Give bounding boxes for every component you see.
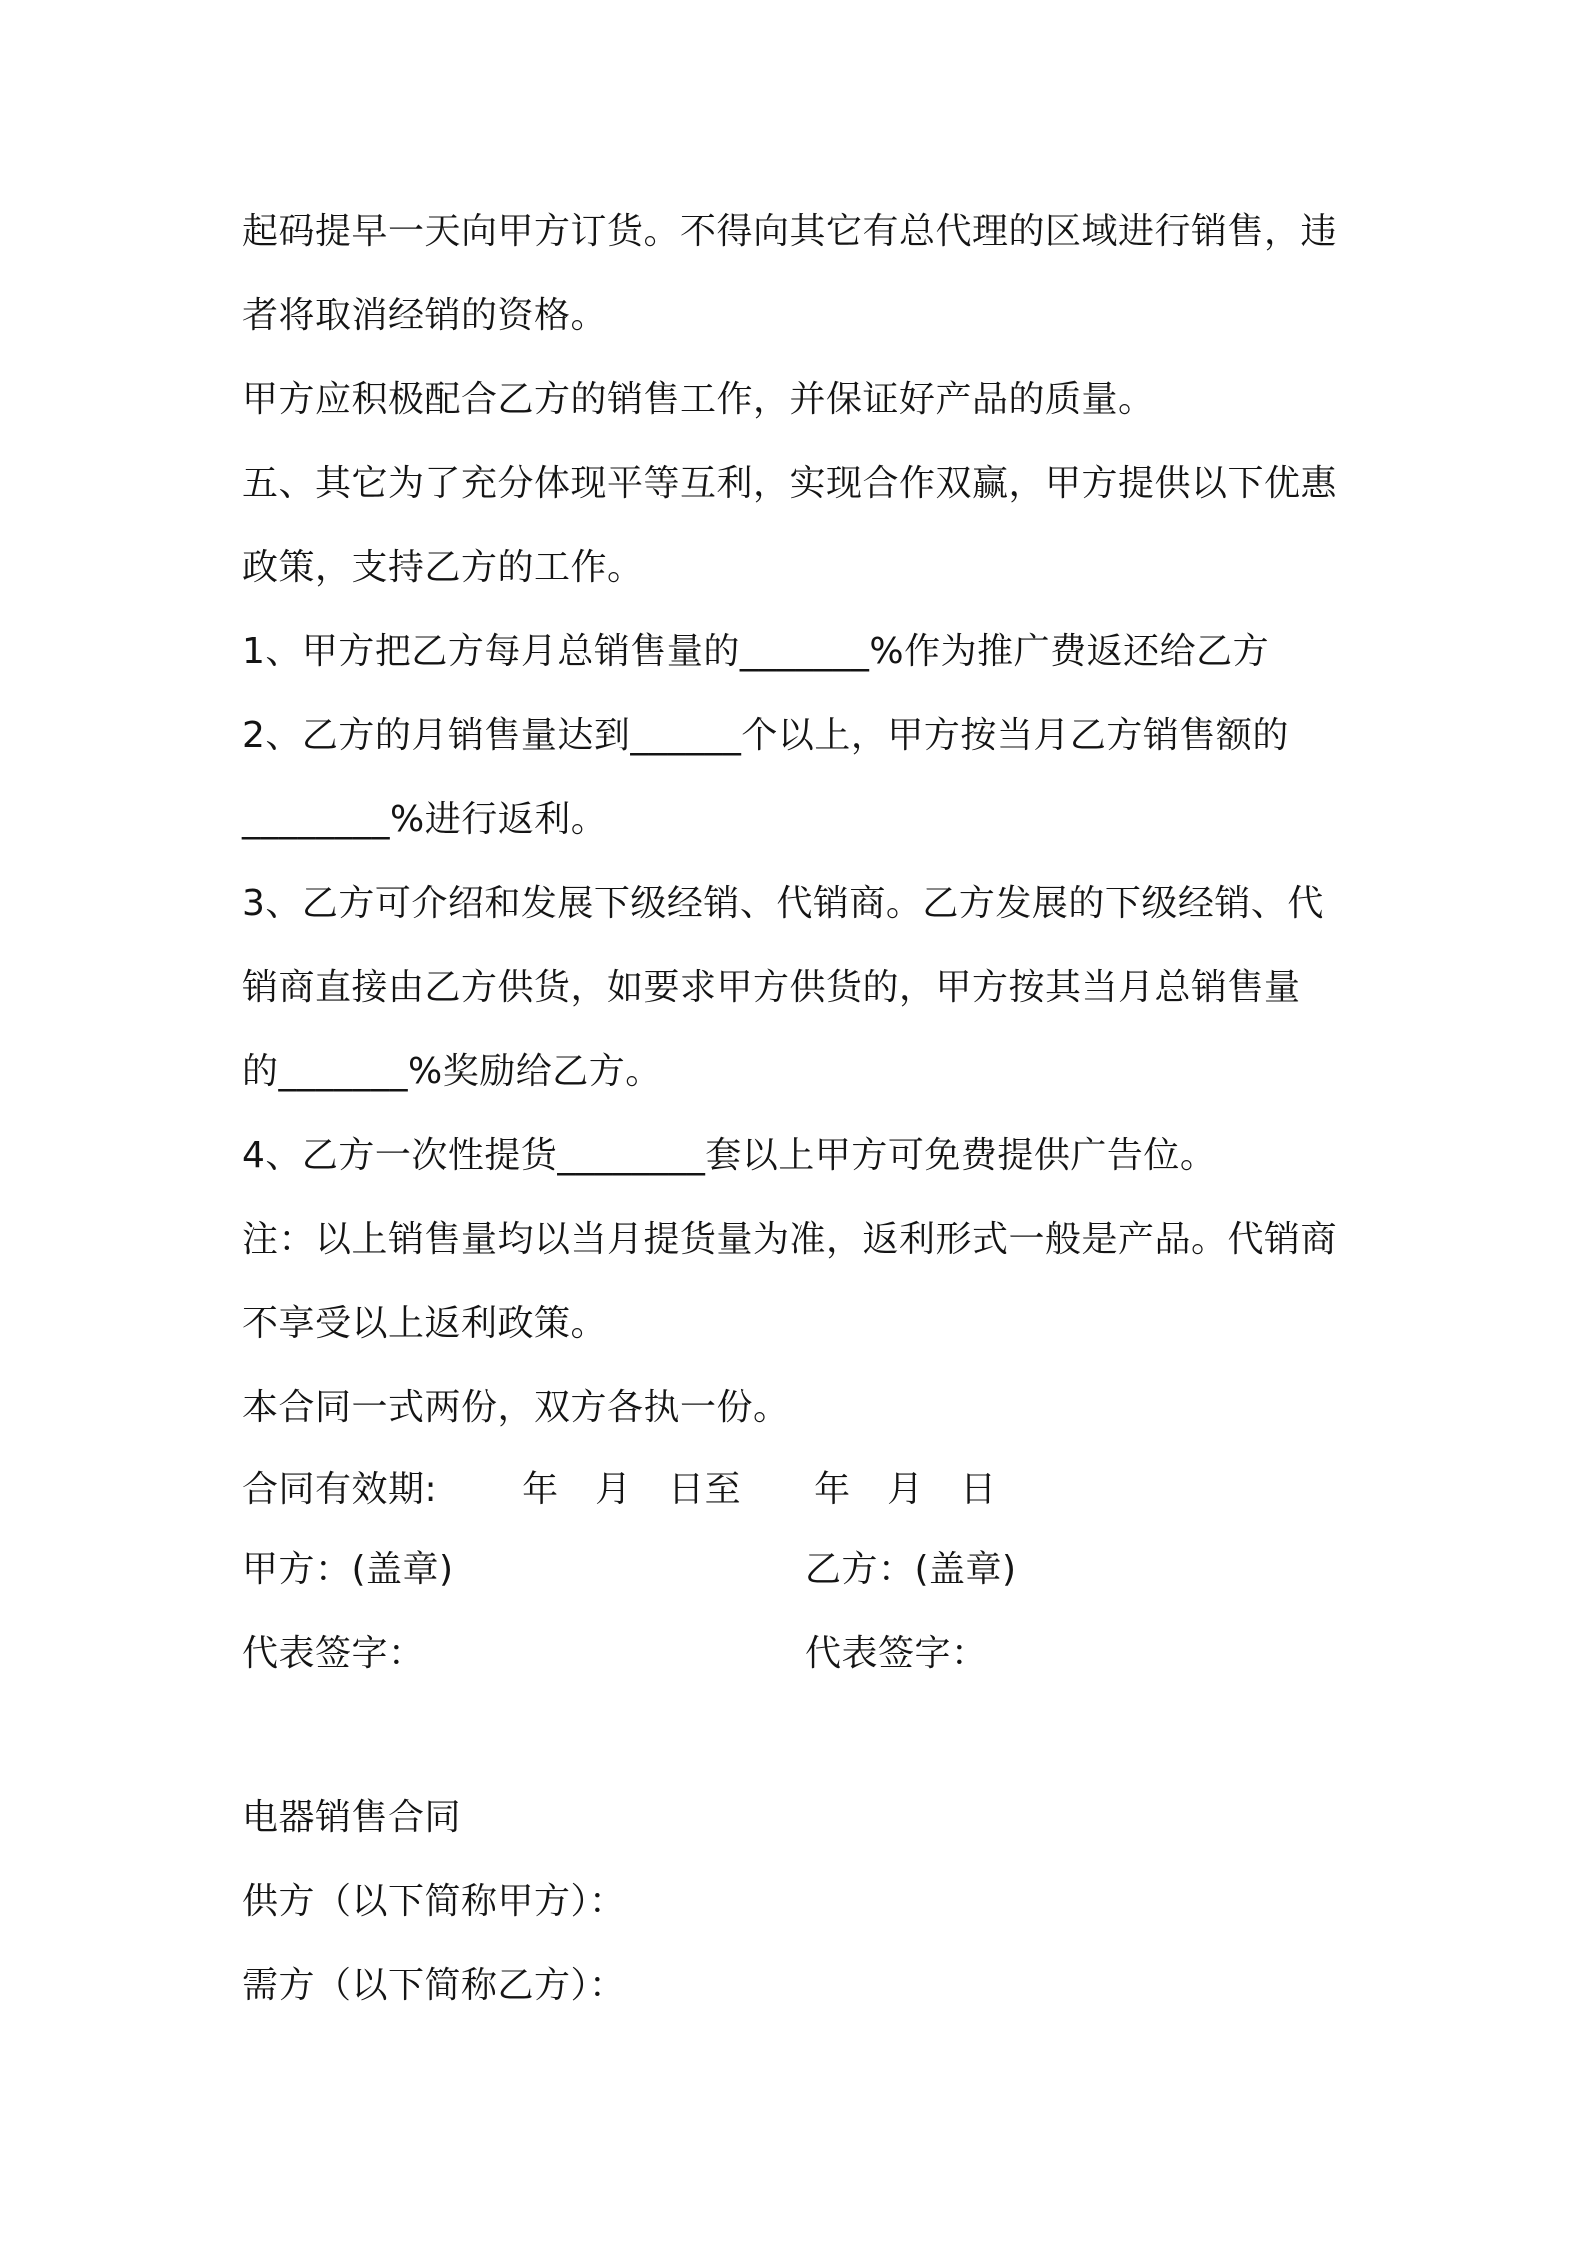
paragraph-line: 者将取消经销的资格。 (242, 295, 608, 336)
paragraph-line: 政策，支持乙方的工作。 (242, 547, 644, 588)
paragraph-line: 注：以上销售量均以当月提货量为准，返利形式一般是产品。代销商 (242, 1219, 1338, 1260)
paragraph-line: 1、甲方把乙方每月总销售量的_______%作为推广费返还给乙方 (242, 631, 1270, 672)
party-b-signature: 代表签字： (805, 1633, 988, 1674)
paragraph-line: 4、乙方一次性提货________套以上甲方可免费提供广告位。 (242, 1135, 1217, 1176)
paragraph-line: 的_______%奖励给乙方。 (242, 1051, 662, 1092)
party-a-seal: 甲方：(盖章) (242, 1549, 454, 1590)
paragraph-line: 不享受以上返利政策。 (242, 1303, 608, 1344)
paragraph-line: 销商直接由乙方供货，如要求甲方供货的，甲方按其当月总销售量 (242, 967, 1301, 1008)
contract-validity-line: 合同有效期: 年 月 日至 年 月 日 (242, 1469, 997, 1510)
paragraph-line: 起码提早一天向甲方订货。不得向其它有总代理的区域进行销售，违 (242, 211, 1338, 252)
paragraph-line: 甲方应积极配合乙方的销售工作，并保证好产品的质量。 (242, 379, 1155, 420)
party-b-seal: 乙方：(盖章) (805, 1549, 1017, 1590)
party-a-signature: 代表签字： (242, 1633, 425, 1674)
paragraph-line: 3、乙方可介绍和发展下级经销、代销商。乙方发展的下级经销、代 (242, 883, 1324, 924)
paragraph-line: ________%进行返利。 (242, 799, 608, 840)
buyer-line: 需方（以下简称乙方）： (242, 1965, 626, 2006)
supplier-line: 供方（以下简称甲方）： (242, 1881, 626, 1922)
paragraph-line: 2、乙方的月销售量达到______个以上，甲方按当月乙方销售额的 (242, 715, 1289, 756)
second-contract-title: 电器销售合同 (242, 1797, 462, 1838)
paragraph-line: 五、其它为了充分体现平等互利，实现合作双赢，甲方提供以下优惠 (242, 463, 1338, 504)
paragraph-line: 本合同一式两份，双方各执一份。 (242, 1387, 790, 1428)
